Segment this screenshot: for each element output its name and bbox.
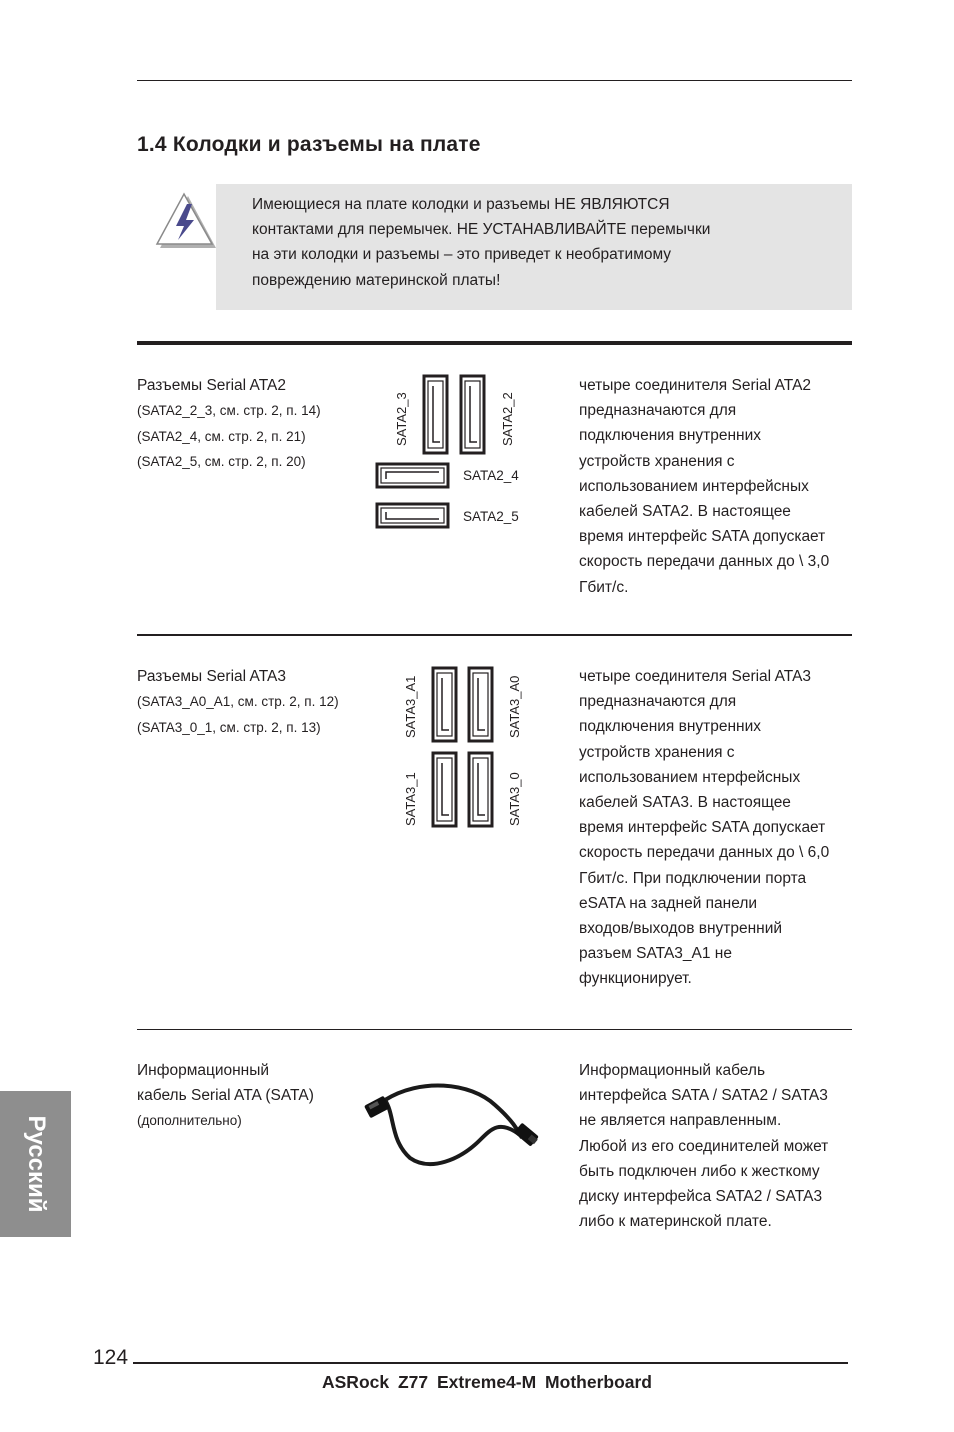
warning-text [252,192,812,293]
desc-line: устройств хранения с [579,452,735,470]
sata2-ref: (SATA2_2_3, см. стр. 2, п. 14) [137,403,321,418]
sata2-5-connector [377,504,448,527]
label-sata3-a0: SATA3_A0 [507,675,522,738]
cable-title-line: Информационный [137,1062,270,1079]
desc-line: либо к материнской плате. [579,1213,772,1231]
desc-line: быть подключен либо к жесткому [579,1162,820,1180]
label-sata3-a1: SATA3_A1 [403,675,418,738]
label-sata3-0: SATA3_0 [507,772,522,826]
sata3-description [579,664,859,992]
cable-description [579,1058,859,1234]
cable-connector-right [514,1123,539,1147]
sata3-a0-connector [469,668,492,741]
section-divider [137,1029,852,1030]
label-sata2-3: SATA2_3 [394,392,409,446]
desc-line: подключения внутренних [579,718,762,736]
footer-rule [133,1362,848,1364]
sata3-connector-diagram [398,664,528,830]
sata3-a1-connector [433,668,456,741]
desc-line: разъем SATA3_A1 не [579,945,732,963]
sata2-ref: (SATA2_5, см. стр. 2, п. 20) [137,454,306,469]
label-sata3-1: SATA3_1 [403,772,418,826]
sata3-left-column [137,664,339,740]
desc-line: время интерфейс SATA допускает [579,528,826,546]
desc-line: Гбит/с. При подключении порта [579,869,807,887]
desc-line: предназначаются для [579,693,737,711]
desc-line: кабелей SATA3. В настоящее [579,794,791,812]
footer-product: ASRock Z77 Extreme4-M Motherboard [322,1372,652,1392]
desc-line: скорость передачи данных до \ 3,0 [579,553,830,571]
sata3-1-connector [433,753,456,826]
sata2-title: Разъемы Serial ATA2 [137,377,286,394]
sata2-left-column [137,373,321,475]
desc-line: подключения внутренних [579,427,762,445]
desc-line: время интерфейс SATA допускает [579,819,826,837]
cable-title-line: кабель Serial ATA (SATA) [137,1087,314,1104]
desc-line: устройств хранения с [579,743,735,761]
warning-line: контактами для перемычек. НЕ УСТАНАВЛИВАЙТЕ перемычки [252,221,711,239]
desc-line: входов/выходов внутренний [579,920,783,938]
desc-line: четыре соединителя Serial ATA3 [579,668,812,685]
sata2-description [579,373,859,600]
warning-lightning-icon [154,192,218,252]
desc-line: не является направленным. [579,1112,782,1130]
desc-line: использованием интерфейсных [579,477,809,495]
sata-cable-image [360,1080,550,1172]
desc-line: четыре соединителя Serial ATA2 [579,377,812,394]
desc-line: eSATA на задней панели [579,894,758,912]
warning-box [216,184,852,310]
desc-line: кабелей SATA2. В настоящее [579,503,791,521]
label-sata2-2: SATA2_2 [500,392,515,446]
cable-note: (дополнительно) [137,1113,242,1128]
language-side-tab [0,1091,71,1237]
header-rule [137,80,852,81]
desc-line: скорость передачи данных до \ 6,0 [579,844,830,862]
desc-line: предназначаются для [579,402,737,420]
label-sata2-4: SATA2_4 [463,468,519,483]
label-sata2-5: SATA2_5 [463,509,519,524]
language-label: Русский [22,1115,50,1213]
sata2-4-connector [377,464,448,487]
warning-line: повреждению материнской платы! [252,271,501,289]
desc-line: интерфейса SATA / SATA2 / SATA3 [579,1087,828,1105]
desc-line: Гбит/с. [579,578,629,596]
warning-line: Имеющиеся на плате колодки и разъемы НЕ ЯВЛЯЮТСЯ [252,196,670,213]
desc-line: Любой из его соединителей может [579,1137,829,1155]
sata3-title: Разъемы Serial ATA3 [137,668,286,685]
sata2-connector-diagram [370,372,545,534]
page-number: 124 [93,1346,129,1369]
sata3-0-connector [469,753,492,826]
section-divider-thick [137,341,852,345]
sata3-ref: (SATA3_A0_A1, см. стр. 2, п. 12) [137,694,339,709]
sata2-ref: (SATA2_4, см. стр. 2, п. 21) [137,428,306,444]
desc-line: диску интерфейса SATA2 / SATA3 [579,1188,823,1206]
desc-line: функционирует. [579,970,692,988]
sata2-3-connector [424,376,447,453]
section-divider [137,634,852,636]
cable-left-column [137,1058,314,1134]
desc-line: использованием нтерфейсных [579,768,801,786]
section-title: 1.4 Колодки и разъемы на плате [137,133,481,156]
desc-line: Информационный кабель [579,1062,766,1079]
warning-line: на эти колодки и разъемы – это приведет к необратимому [252,246,672,264]
sata2-2-connector [461,376,484,453]
sata3-ref: (SATA3_0_1, см. стр. 2, п. 13) [137,719,321,735]
